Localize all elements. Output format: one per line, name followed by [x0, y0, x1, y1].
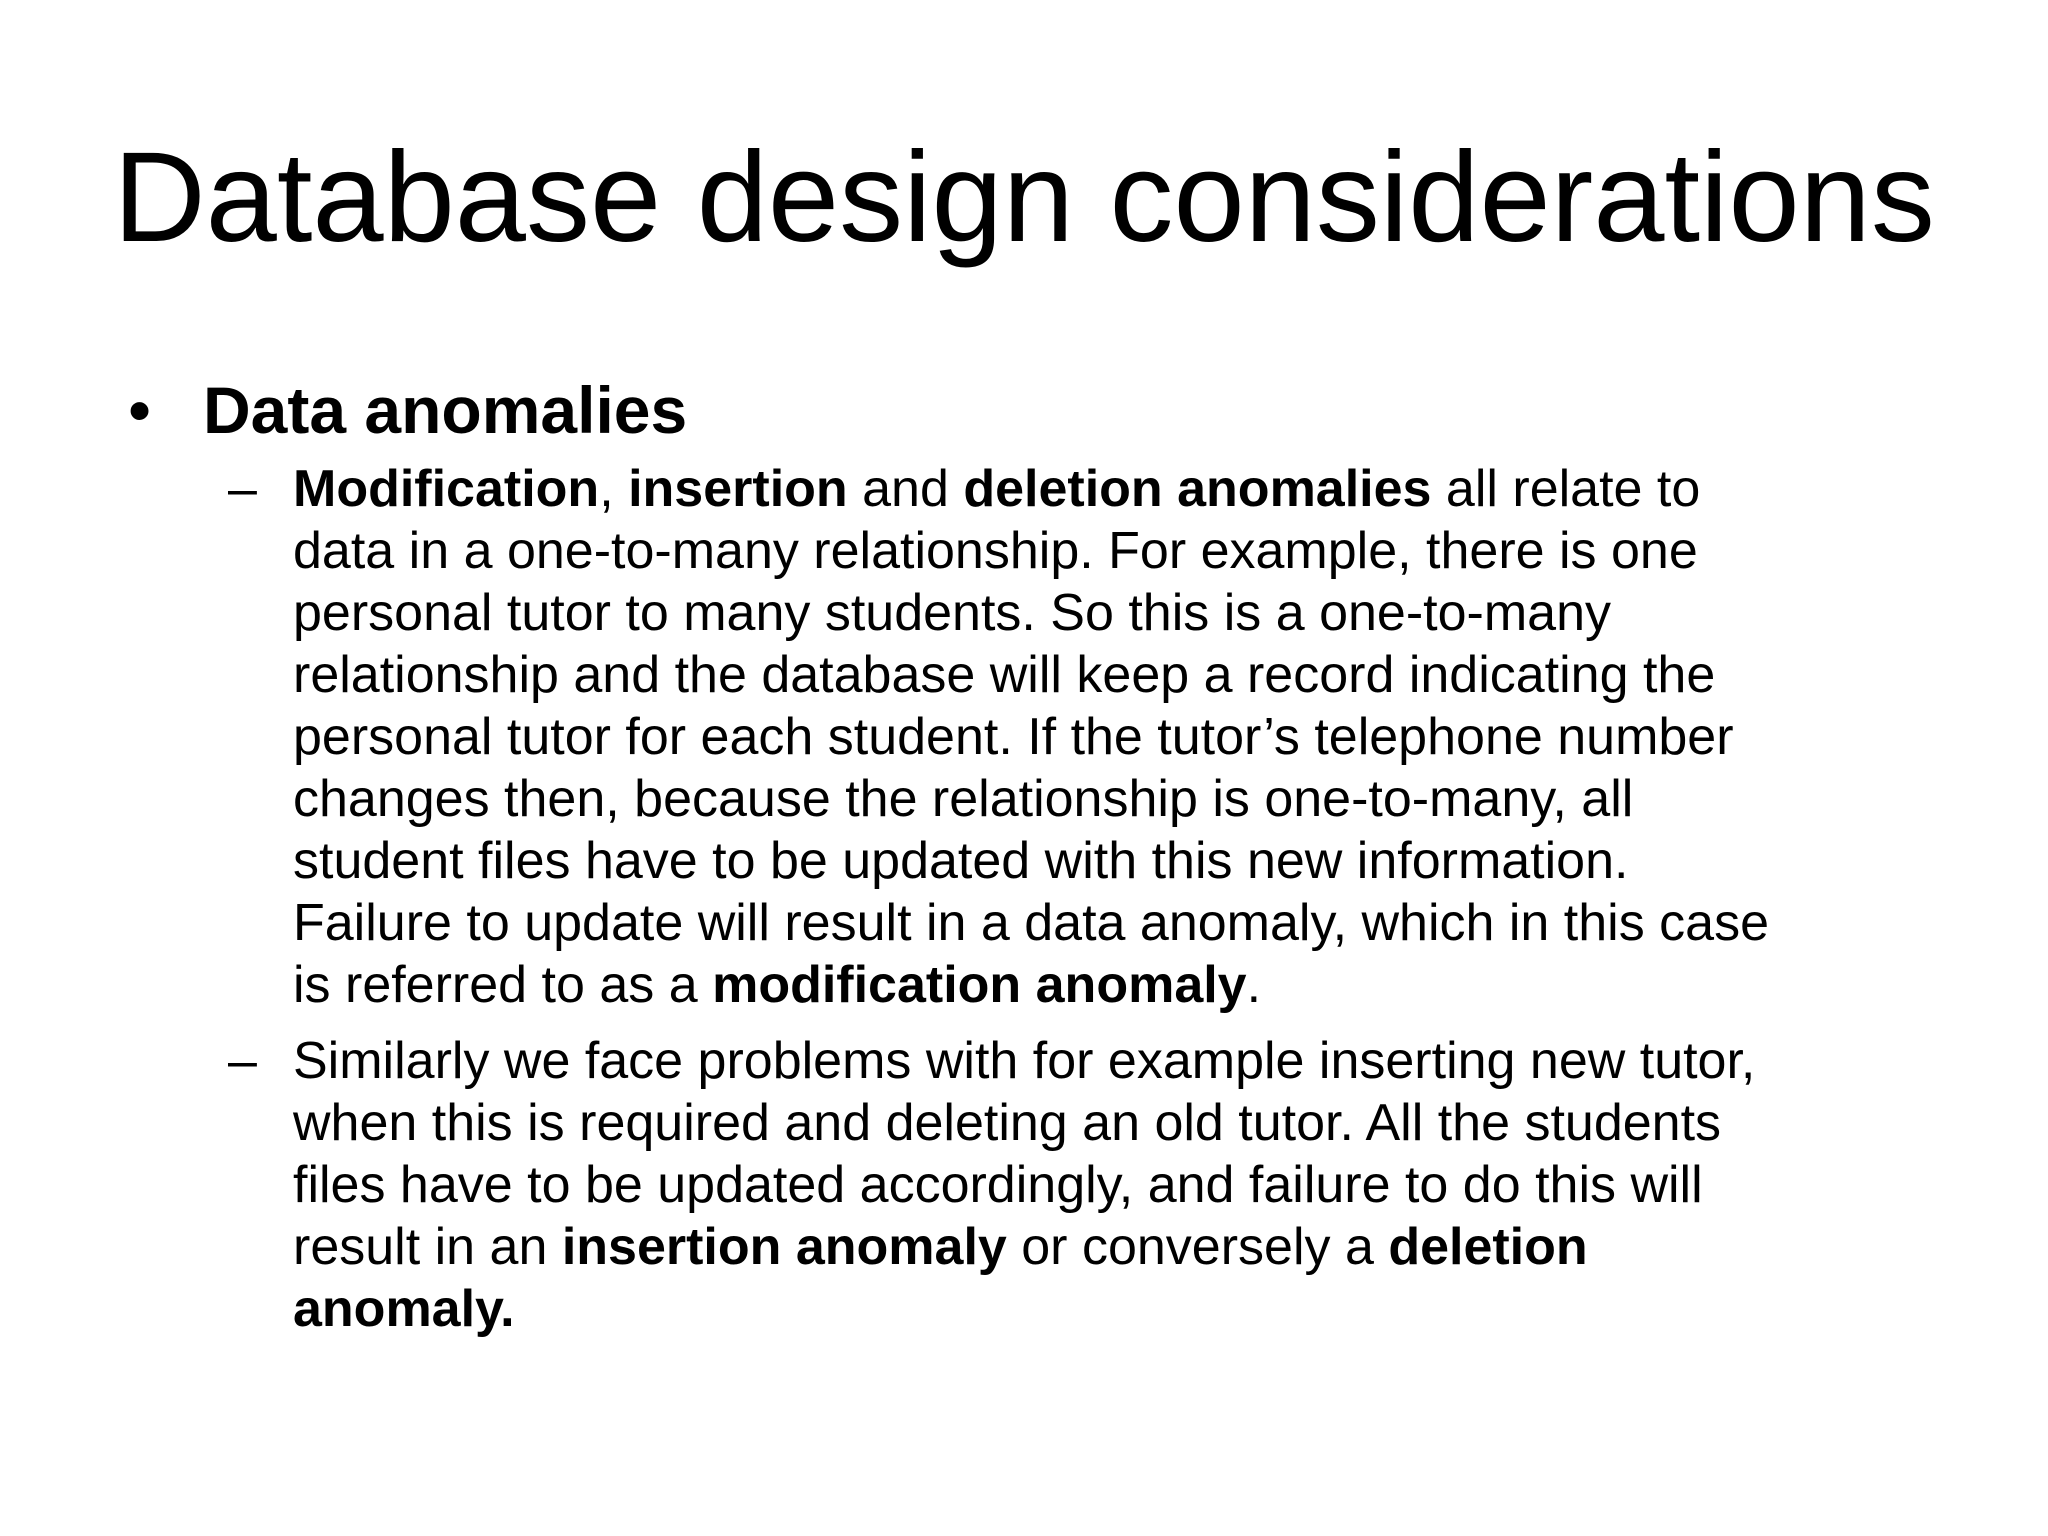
text-run: personal tutor to many students. So this is a one-to-many [293, 584, 1612, 642]
text-run: personal tutor for each student. If the tutor’s telephone number [293, 708, 1734, 766]
text-line [293, 1030, 2013, 1092]
text-run: result in an [293, 1218, 562, 1276]
text-run: is referred to as a [293, 956, 713, 1014]
sub-bullet-marker: – [228, 1032, 257, 1090]
text-line [293, 1154, 2013, 1216]
text-run: Similarly we face problems with for example inserting new tutor, [293, 1032, 1756, 1090]
text-line [293, 458, 2013, 520]
term-insertion-anomaly: insertion anomaly [561, 1218, 1007, 1276]
text-line [293, 954, 2013, 1016]
text-line [293, 1278, 2013, 1340]
text-line [293, 520, 2013, 582]
text-line [293, 768, 2013, 830]
text-run: files have to be updated accordingly, and failure to do this will [293, 1156, 1703, 1214]
sub-bullet-marker: – [228, 460, 257, 518]
sub-bullet-modification [228, 458, 1948, 1016]
bullet-heading: Data anomalies [203, 373, 688, 447]
text-run: changes then, because the relationship is one-to-many, all [293, 770, 1634, 828]
term-modification: Modification [293, 460, 600, 518]
text-run: student files have to be updated with this new information. [293, 832, 1629, 890]
term-deletion-anomalies: deletion anomalies [963, 460, 1432, 518]
term-insertion: insertion [628, 460, 848, 518]
text-line [293, 706, 2013, 768]
text-line [293, 830, 2013, 892]
text-run: and [847, 460, 964, 518]
text-line [293, 1216, 2013, 1278]
text-line [293, 644, 2013, 706]
term-anomaly: anomaly. [293, 1280, 515, 1338]
text-run: relationship and the database will keep a record indicating the [293, 646, 1716, 704]
text-run: when this is required and deleting an old tutor. All the students [293, 1094, 1722, 1152]
text-run: data in a one-to-many relationship. For example, there is one [293, 522, 1698, 580]
text-run: Failure to update will result in a data anomaly, which in this case [293, 894, 1770, 952]
bullet-marker: • [128, 373, 152, 447]
sub-bullet-insertion-deletion [228, 1030, 1948, 1340]
text-run: . [1246, 956, 1262, 1014]
text-run: , [599, 460, 629, 518]
text-line [293, 582, 2013, 644]
term-deletion: deletion [1388, 1218, 1588, 1276]
term-modification-anomaly: modification anomaly [712, 956, 1247, 1014]
text-line [293, 892, 2013, 954]
slide-title: Database design considerations [113, 126, 1935, 269]
text-run: all relate to [1431, 460, 1701, 518]
text-line [293, 1092, 2013, 1154]
text-run: or conversely a [1006, 1218, 1389, 1276]
